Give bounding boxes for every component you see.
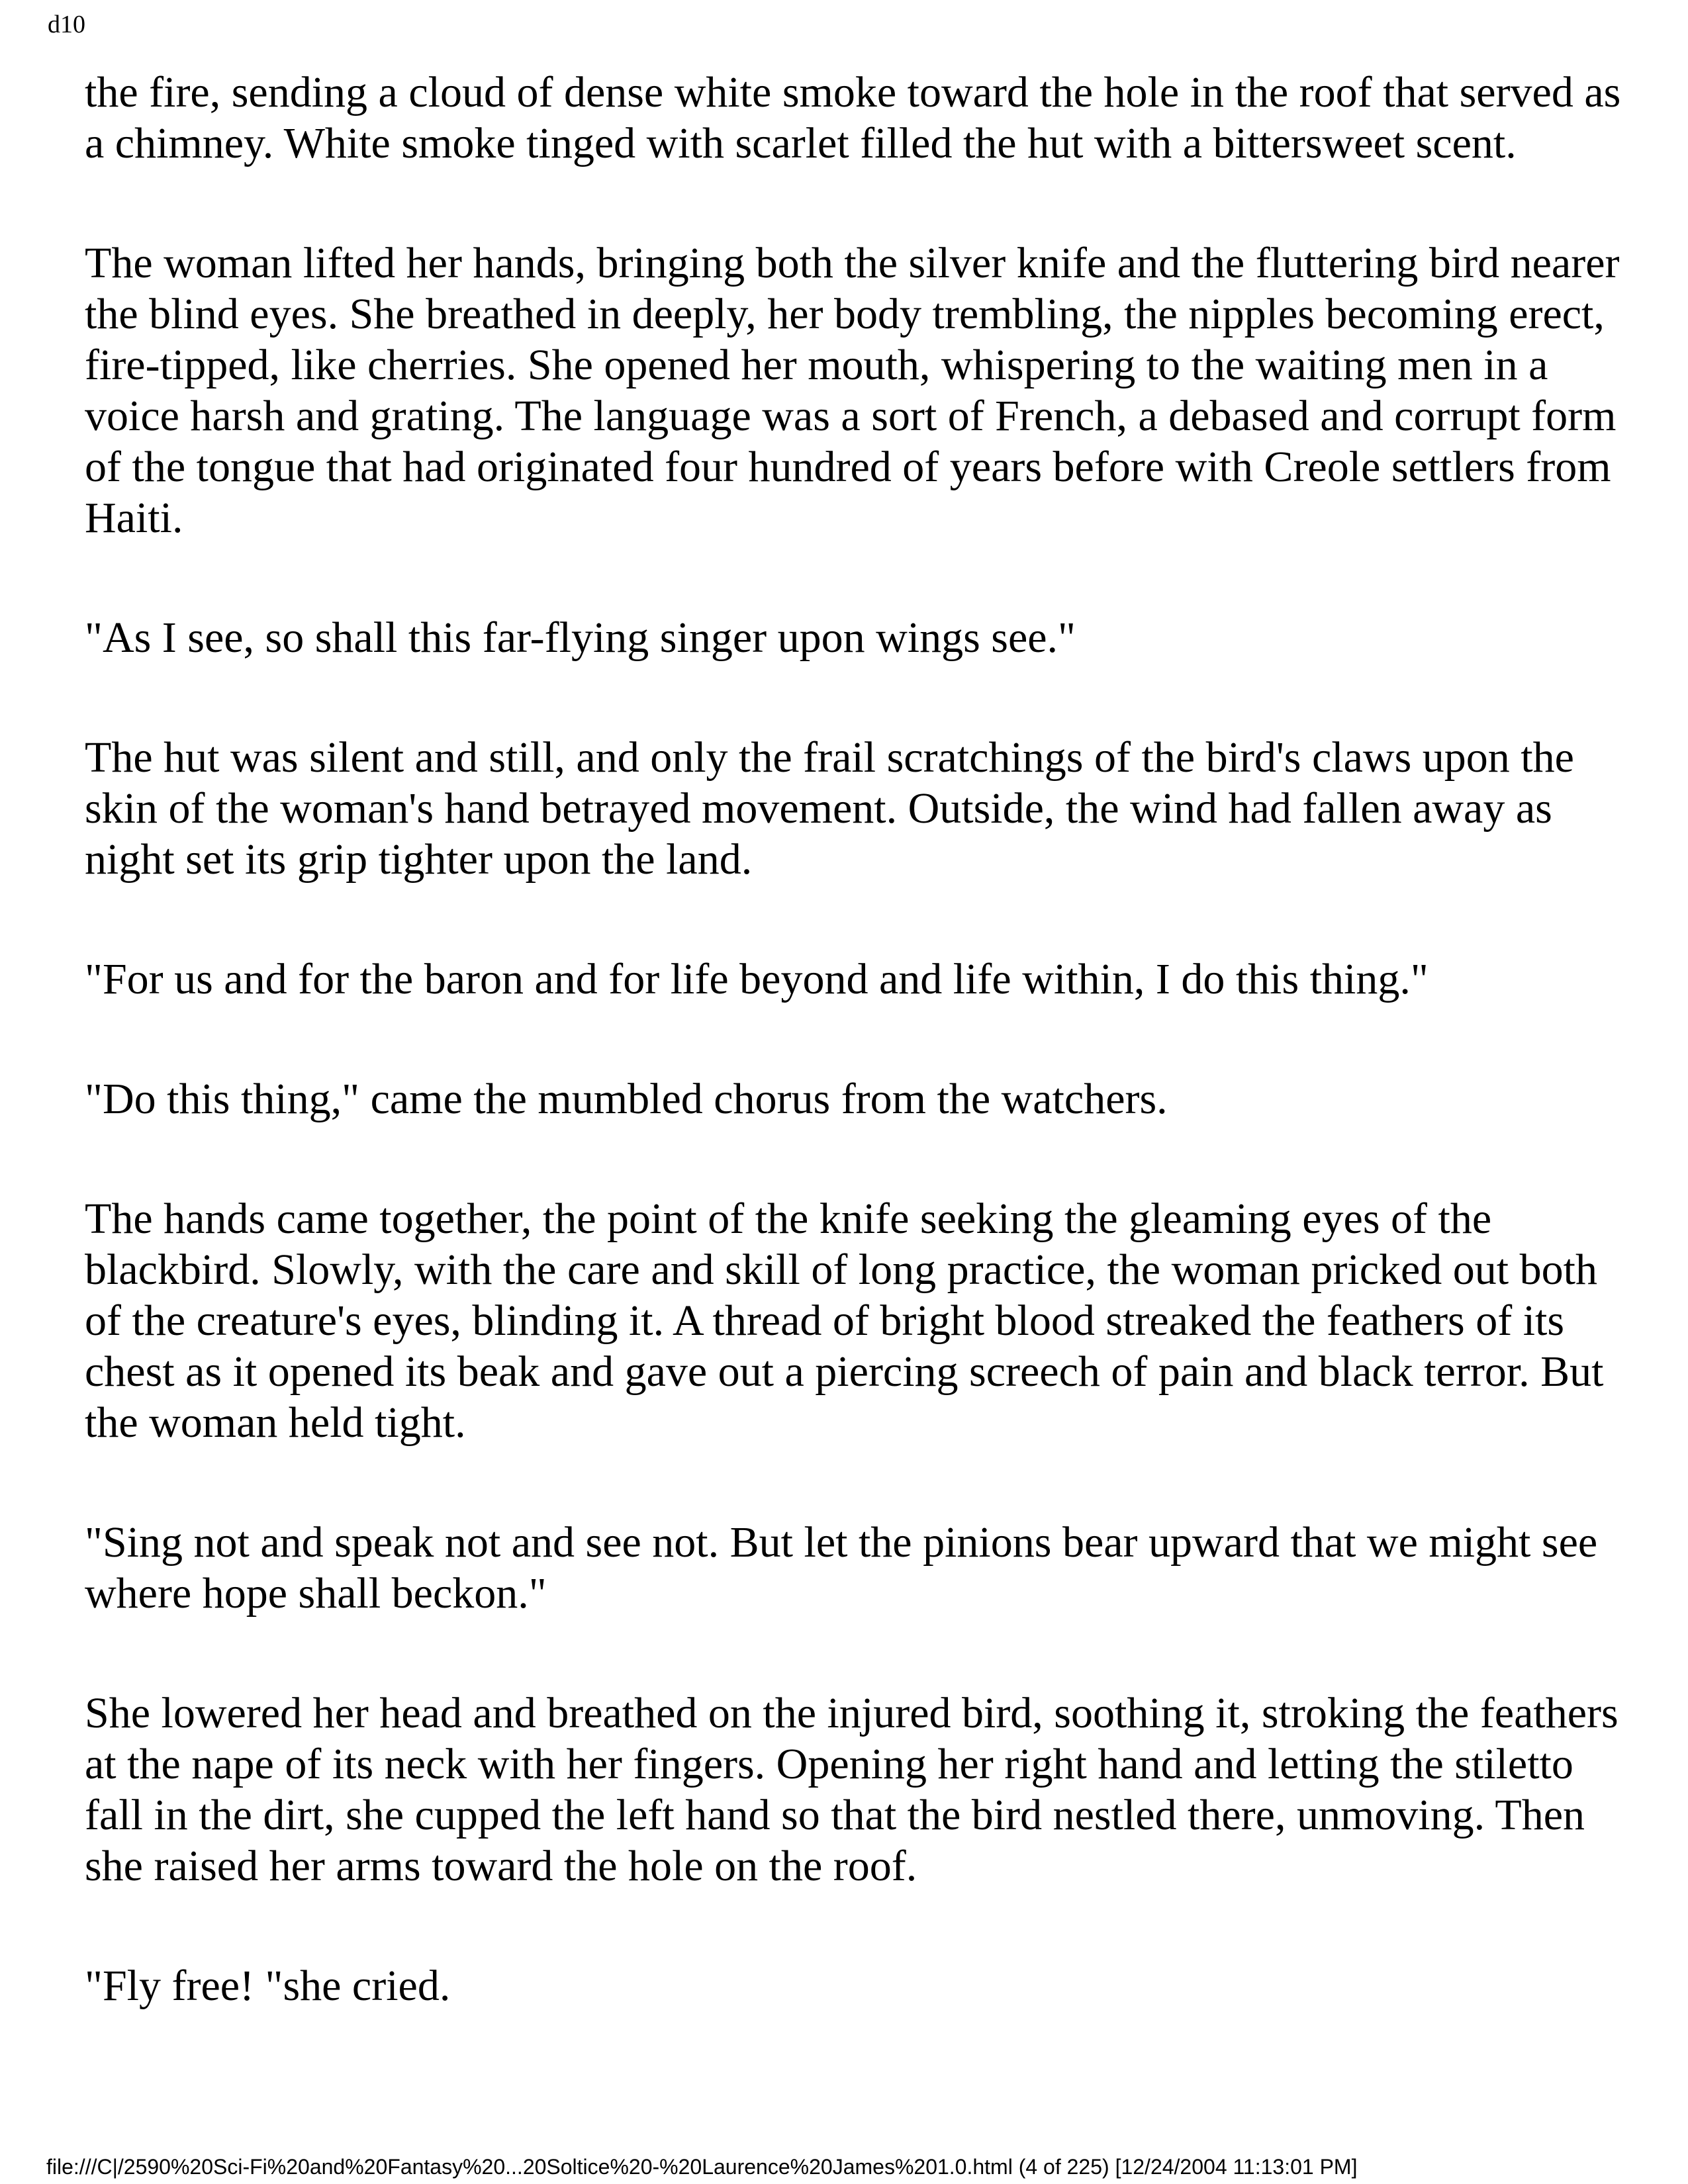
paragraph: "As I see, so shall this far-flying singer upon wings see." bbox=[85, 614, 1076, 662]
paragraph: the fire, sending a cloud of dense white smoke toward the hole in the roof that served as a chimney. White smoke tinged with scarlet filled the hut with a bittersweet scent. bbox=[85, 68, 1621, 167]
document-body bbox=[85, 67, 1634, 2011]
page-footer-url: file:///C|/2590%20Sci-Fi%20and%20Fantasy%20...20Soltice%20-%20Laurence%20James%201.0.html (4 of 225) [12/24/2004 11:13:01 PM] bbox=[46, 2155, 1358, 2179]
paragraph: "Sing not and speak not and see not. But let the pinions bear upward that we might see where hope shall beckon." bbox=[85, 1518, 1598, 1617]
page-header-label: d10 bbox=[48, 11, 85, 38]
paragraph: She lowered her head and breathed on the injured bird, soothing it, stroking the feathers at the nape of its neck with her fingers. Opening her right hand and letting the stiletto fall in the dirt, she cupped the left hand so that the bird nestled there, unmoving. Then she raised her arms toward the hole on the roof. bbox=[85, 1689, 1618, 1890]
paragraph: The woman lifted her hands, bringing both the silver knife and the fluttering bird nearer the blind eyes. She breathed in deeply, her body trembling, the nipples becoming erect, fire-tipped, like cherries. She opened her mouth, whispering to the waiting men in a voice harsh and grating. The language was a sort of French, a debased and corrupt form of the tongue that had originated four hundred of years before with Creole settlers from Haiti. bbox=[85, 239, 1620, 542]
paragraph: "Fly free! "she cried. bbox=[85, 1962, 451, 2010]
paragraph: The hands came together, the point of the knife seeking the gleaming eyes of the blackbird. Slowly, with the care and skill of long practice, the woman pricked out both of the creature's eyes, blinding it. A thread of bright blood streaked the feathers of its chest as it opened its beak and gave out a piercing screech of pain and black terror. But the woman held tight. bbox=[85, 1195, 1604, 1447]
paragraph: The hut was silent and still, and only the frail scratchings of the bird's claws upon the skin of the woman's hand betrayed movement. Outside, the wind had fallen away as night set its grip tighter upon the land. bbox=[85, 733, 1574, 884]
paragraph: "For us and for the baron and for life beyond and life within, I do this thing." bbox=[85, 955, 1429, 1003]
paragraph: "Do this thing," came the mumbled chorus from the watchers. bbox=[85, 1075, 1168, 1123]
